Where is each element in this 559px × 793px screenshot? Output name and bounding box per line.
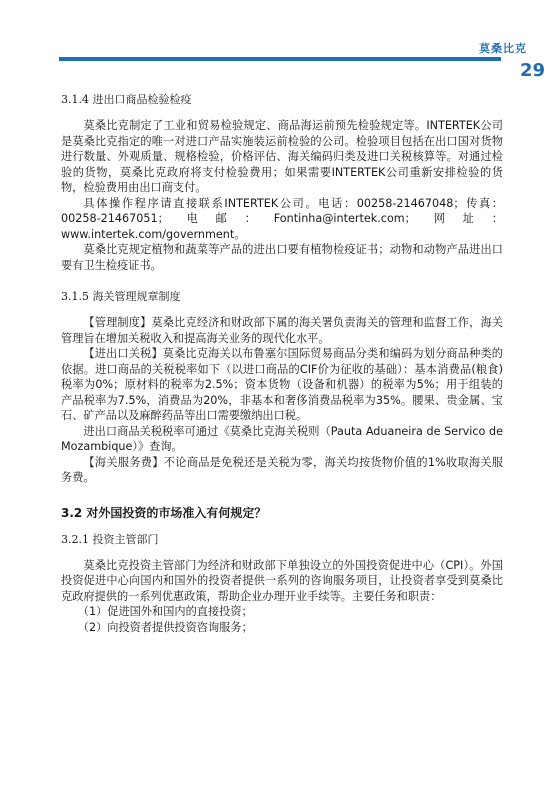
heading-3-2: 3.2 对外国投资的市场准入有何规定？: [61, 505, 267, 520]
header-label: 莫桑比克: [479, 42, 527, 55]
list-item: （1）促进国外和国内的直接投资；: [77, 605, 253, 618]
page-number: 29: [519, 60, 545, 81]
paragraph: 莫桑比克规定植物和蔬菜等产品的进出口要有植物检疫证书；动物和动物产品进出口要有卫生检疫证书。: [61, 243, 503, 272]
heading-3-2-1: 3.2.1 投资主管部门: [61, 532, 159, 546]
paragraph: 莫桑比克投资主管部门为经济和财政部下单独设立的外国投资促进中心（CPI）。外国投资促进中心向国内和国外的投资者提供一系列的咨询服务项目，让投资者享受到莫桑比克政府提供的一系列优惠政策，帮助企业办理开业手续等。主要任务和职责：: [61, 558, 503, 603]
body-content: [61, 92, 503, 635]
heading-3-1-5: 3.1.5 海关管理规章制度: [61, 290, 181, 303]
paragraph: 进出口商品关税税率可通过《莫桑比克海关税则（Pauta Aduaneira de Servico de Mozambique）》查询。: [61, 424, 503, 453]
paragraph: 具体操作程序请直接联系INTERTEK公司。电话：00258-21467048；传真：00258-21467051；电邮：Fontinha@intertek.com；网址：www.intertek.com/government。: [61, 196, 503, 241]
paragraph: 莫桑比克制定了工业和贸易检验规定、商品海运前预先检验规定等。INTERTEK公司是莫桑比克指定的唯一对进口产品实施装运前检验的公司。检验项目包括在出口国对货物进行数量、外观质量、规格检验，价格评估、海关编码归类及进口关税核算等。对通过检验的货物，莫桑比克政府将支付检验费用；如果需要INTERTEK公司重新安排检验的货物，检验费用由出口商支付。: [61, 119, 503, 194]
heading-3-1-4: 3.1.4 进出口商品检验检疫: [61, 93, 192, 106]
paragraph: 【管理制度】莫桑比克经济和财政部下属的海关署负责海关的管理和监督工作，海关管理旨在增加关税收入和提高海关业务的现代化水平。: [61, 316, 503, 345]
paragraph: 【海关服务费】不论商品是免税还是关税为零，海关均按货物价值的1%收取海关服务费。: [61, 455, 503, 484]
header-rule: [59, 57, 501, 61]
paragraph: 【进出口关税】莫桑比克海关以布鲁塞尔国际贸易商品分类和编码为划分商品种类的依据。进口商品的关税税率如下（以进口商品的CIF价为征收的基础）：基本消费品(粮食)税率为0%；原材料的税率为2.5%；资本货物（设备和机器）的税率为5%；用于组装的产品税率为7.5%，消费品为20%，非基本和奢侈消费品税率为35%。腰果、贵金属、宝石、矿产品以及麻醉药品等出口需要缴纳出口税。: [61, 347, 503, 422]
list-item: （2）向投资者提供投资咨询服务；: [77, 620, 253, 634]
